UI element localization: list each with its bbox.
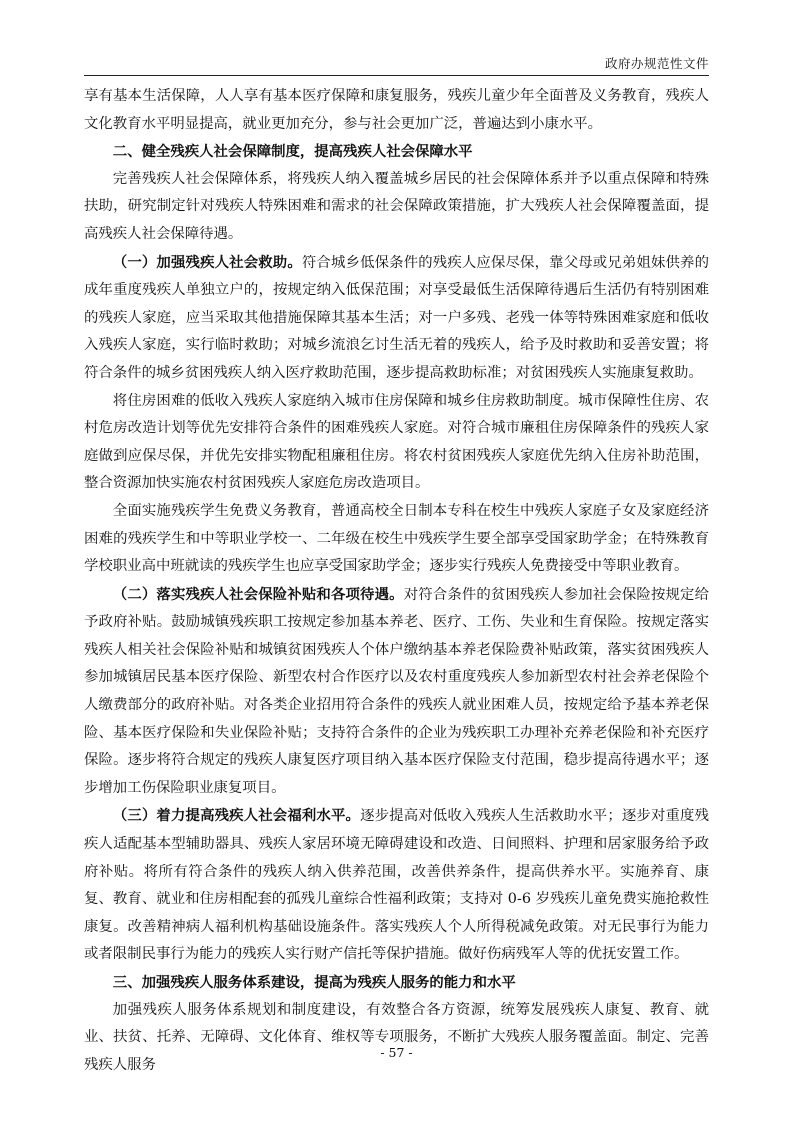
header-label: 政府办规范性文件 [604, 56, 709, 71]
section-heading-2: 二、健全残疾人社会保障制度，提高残疾人社会保障水平 [112, 143, 473, 161]
subsection-text: 逐步提高对低收入残疾人生活救助水平；逐步对重度残疾人适配基本型辅助器具、残疾人家居环境无障碍建设和改造、日间照料、护理和居家服务给予政府补贴。将所有符合条件的残疾人纳入供养范围，改善供养条件，提高供养水平。实施养育、康复、教育、就业和住房相配套的孤残儿童综合性福利政策；支持对 0-6 岁残疾儿童免费实施抢救性康复。改善精神病人福利机构基础设施条件。落实残疾人个人所得税减免政策。对无民事行为能力或者限制民事行为能力的残疾人实行财产信托等保护措施。做好伤病残军人等的优抚安置工作。 [84, 808, 709, 963]
paragraph: 将住房困难的低收入残疾人家庭纳入城市住房保障和城乡住房救助制度。城市保障性住房、农村危房改造计划等优先安排符合条件的困难残疾人家庭。对符合城市廉租住房保障条件的残疾人家庭做到应保尽保，并优先安排实物配租廉租住房。将农村贫困残疾人家庭优先纳入住房补助范围，整合资源加快实施农村贫困残疾人家庭危房改造项目。 [84, 392, 709, 492]
section-heading-3: 三、加强残疾人服务体系建设，提高为残疾人服务的能力和水平 [112, 974, 516, 991]
paragraph-subsection-1 [84, 249, 709, 388]
subsection-text: 对符合条件的贫困残疾人参加社会保险按规定给予政府补贴。鼓励城镇残疾职工按规定参加基本养老、医疗、工伤、失业和生育保险。按规定落实残疾人相关社会保险补贴和城镇贫困残疾人个体户缴纳基本养老保险费补贴政策，落实贫困残疾人参加城镇居民基本医疗保险、新型农村合作医疗以及农村重度残疾人参加新型农村社会养老保险个人缴费部分的政府补贴。对各类企业招用符合条件的残疾人就业困难人员，按规定给予基本养老保险、基本医疗保险和失业保险补贴；支持符合条件的企业为残疾职工办理补充养老保险和补充医疗保险。逐步将符合规定的残疾人康复医疗项目纳入基本医疗保险支付范围，稳步提高待遇水平；逐步增加工伤保险职业康复项目。 [84, 586, 709, 796]
paragraph: 完善残疾人社会保障体系，将残疾人纳入覆盖城乡居民的社会保障体系并予以重点保障和特殊扶助，研究制定针对残疾人特殊困难和需求的社会保障政策措施，扩大残疾人社会保障覆盖面，提高残疾人社会保障待遇。 [84, 170, 709, 242]
paragraph: 全面实施残疾学生免费义务教育，普通高校全日制本专科在校生中残疾人家庭子女及家庭经济困难的残疾学生和中等职业学校一、二年级在校生中残疾学生要全部享受国家助学金；在特殊教育学校职业高中班就读的残疾学生也应享受国家助学金；逐步实行残疾人免费接受中等职业教育。 [84, 502, 709, 575]
header-rule [84, 75, 709, 76]
page-number: - 57 - [380, 1045, 413, 1060]
body-text [84, 83, 709, 1079]
paragraph: 加强残疾人服务体系规划和制度建设，有效整合各方资源，统筹发展残疾人康复、教育、就业、扶贫、托养、无障碍、文化体育、维权等专项服务，不断扩大残疾人服务覆盖面。制定、完善残疾人服务 [84, 1001, 709, 1073]
subsection-lead: （三）着力提高残疾人社会福利水平。 [112, 807, 361, 825]
paragraph-subsection-3 [84, 802, 709, 969]
subsection-lead: （二）落实残疾人社会保险补贴和各项待遇。 [112, 585, 404, 603]
subsection-lead: （一）加强残疾人社会救助。 [112, 253, 302, 271]
subsection-text: 符合城乡低保条件的残疾人应保尽保，靠父母或兄弟姐妹供养的成年重度残疾人单独立户的，按规定纳入低保范围；对享受最低生活保障待遇后生活仍有特别困难的残疾人家庭，应当采取其他措施保障其基本生活；对一户多残、老残一体等特殊困难家庭和低收入残疾人家庭，实行临时救助；对城乡流浪乞讨生活无着的残疾人，给予及时救助和妥善安置；将符合条件的城乡贫困残疾人纳入医疗救助范围，逐步提高救助标准；对贫困残疾人实施康复救助。 [84, 254, 709, 381]
paragraph-subsection-2 [84, 581, 709, 803]
paragraph-continuation: 享有基本生活保障，人人享有基本医疗保障和康复服务，残疾儿童少年全面普及义务教育，残疾人文化教育水平明显提高，就业更加充分，参与社会更加广泛，普遍达到小康水平。 [84, 88, 709, 132]
